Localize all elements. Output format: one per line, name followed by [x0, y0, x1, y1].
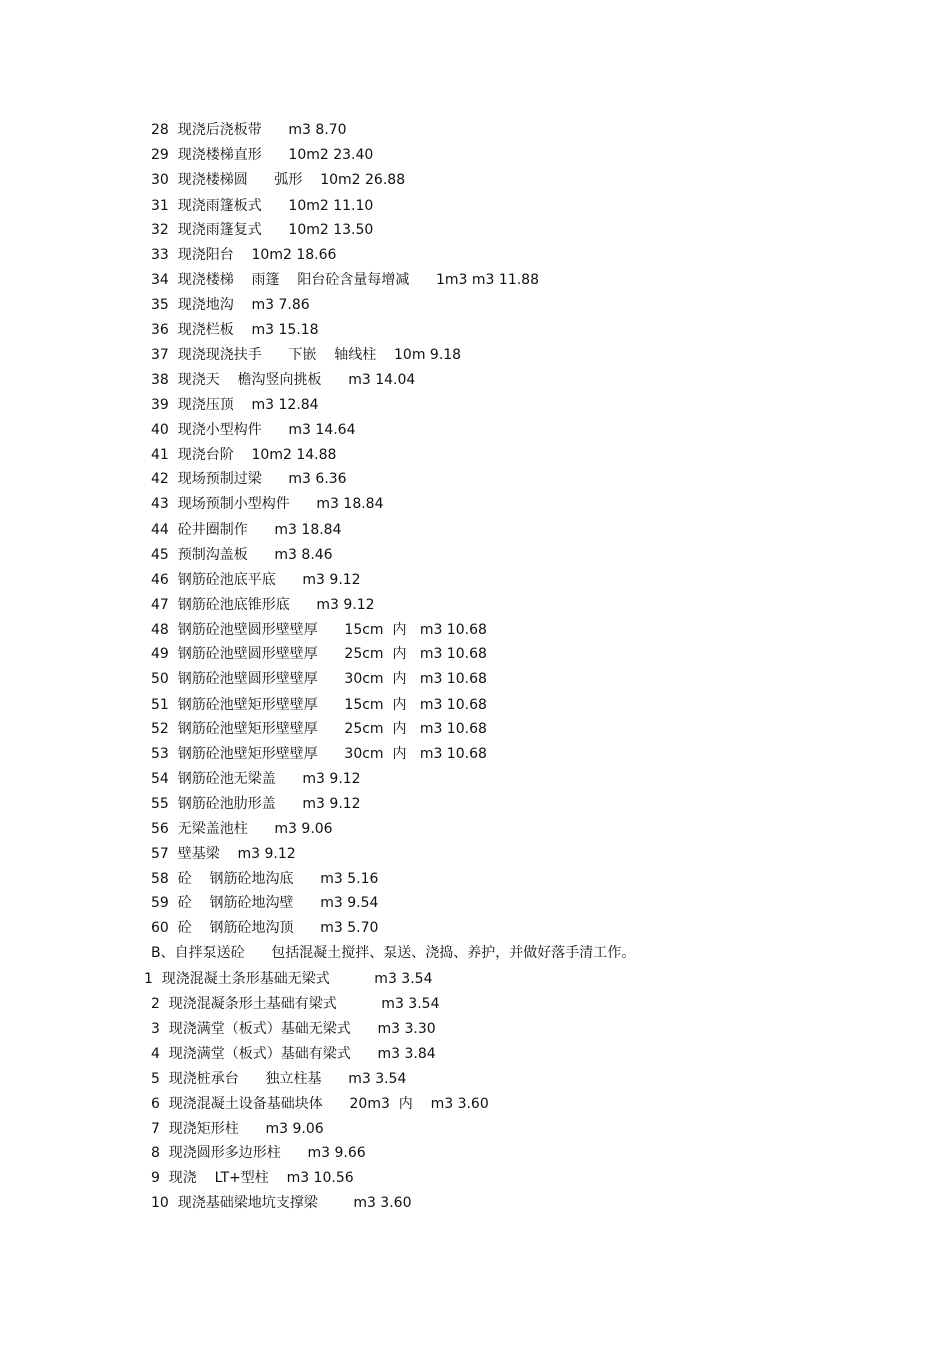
text-line: 8 现浇圆形多边形柱 m3 9.66: [151, 1145, 366, 1161]
text-line: 42 现场预制过梁 m3 6.36: [151, 471, 347, 487]
text-line: B、自拌泵送砼 包括混凝土搅拌、泵送、浇捣、养护，并做好落手清工作。: [151, 945, 636, 961]
text-line: 40 现浇小型构件 m3 14.64: [151, 422, 356, 438]
text-line: 4 现浇满堂（板式）基础有梁式 m3 3.84: [151, 1046, 436, 1062]
text-line: 30 现浇楼梯圆 弧形 10m2 26.88: [151, 172, 406, 188]
text-line: 52 钢筋砼池壁矩形壁壁厚 25cm 内 m3 10.68: [151, 721, 487, 737]
text-line: 33 现浇阳台 10m2 18.66: [151, 247, 337, 263]
text-line: 49 钢筋砼池壁圆形壁壁厚 25cm 内 m3 10.68: [151, 646, 487, 662]
text-line: 28 现浇后浇板带 m3 8.70: [151, 122, 347, 138]
text-line: 7 现浇矩形柱 m3 9.06: [151, 1121, 324, 1137]
text-line: 35 现浇地沟 m3 7.86: [151, 297, 310, 313]
text-line: 50 钢筋砼池壁圆形壁壁厚 30cm 内 m3 10.68: [151, 671, 487, 687]
text-line: 59 砼 钢筋砼地沟壁 m3 9.54: [151, 895, 379, 911]
text-line: 57 壁基梁 m3 9.12: [151, 846, 296, 862]
text-line: 43 现场预制小型构件 m3 18.84: [151, 496, 384, 512]
text-line: 46 钢筋砼池底平底 m3 9.12: [151, 572, 361, 588]
text-line: 39 现浇压顶 m3 12.84: [151, 397, 319, 413]
text-line: 45 预制沟盖板 m3 8.46: [151, 547, 333, 563]
text-line: 2 现浇混凝条形土基础有梁式 m3 3.54: [151, 996, 440, 1012]
text-line: 36 现浇栏板 m3 15.18: [151, 322, 319, 338]
text-line: 9 现浇 LT+型柱 m3 10.56: [151, 1170, 354, 1186]
text-line: 34 现浇楼梯 雨篷 阳台砼含量每增减 1m3 m3 11.88: [151, 272, 539, 288]
text-line: 31 现浇雨篷板式 10m2 11.10: [151, 198, 374, 214]
text-line: 54 钢筋砼池无梁盖 m3 9.12: [151, 771, 361, 787]
text-line: 47 钢筋砼池底锥形底 m3 9.12: [151, 597, 375, 613]
text-line: 48 钢筋砼池壁圆形壁壁厚 15cm 内 m3 10.68: [151, 622, 487, 638]
text-line: 60 砼 钢筋砼地沟顶 m3 5.70: [151, 920, 379, 936]
text-line: 58 砼 钢筋砼地沟底 m3 5.16: [151, 871, 379, 887]
text-line: 38 现浇天 檐沟竖向挑板 m3 14.04: [151, 372, 416, 388]
text-line: 6 现浇混凝土设备基础块体 20m3 内 m3 3.60: [151, 1096, 489, 1112]
text-line: 3 现浇满堂（板式）基础无梁式 m3 3.30: [151, 1021, 436, 1037]
text-line: 5 现浇桩承台 独立柱基 m3 3.54: [151, 1071, 407, 1087]
text-line: 44 砼井圈制作 m3 18.84: [151, 522, 342, 538]
text-line: 51 钢筋砼池壁矩形壁壁厚 15cm 内 m3 10.68: [151, 697, 487, 713]
text-line: 55 钢筋砼池肋形盖 m3 9.12: [151, 796, 361, 812]
text-line: 53 钢筋砼池壁矩形壁壁厚 30cm 内 m3 10.68: [151, 746, 487, 762]
text-line: 37 现浇现浇扶手 下嵌 轴线柱 10m 9.18: [151, 347, 462, 363]
text-line: 32 现浇雨篷复式 10m2 13.50: [151, 222, 374, 238]
text-line: 10 现浇基础梁地坑支撑梁 m3 3.60: [151, 1195, 412, 1211]
text-line: 56 无梁盖池柱 m3 9.06: [151, 821, 333, 837]
text-line: 1 现浇混凝土条形基础无梁式 m3 3.54: [144, 971, 433, 987]
text-line: 29 现浇楼梯直形 10m2 23.40: [151, 147, 374, 163]
text-line: 41 现浇台阶 10m2 14.88: [151, 447, 337, 463]
